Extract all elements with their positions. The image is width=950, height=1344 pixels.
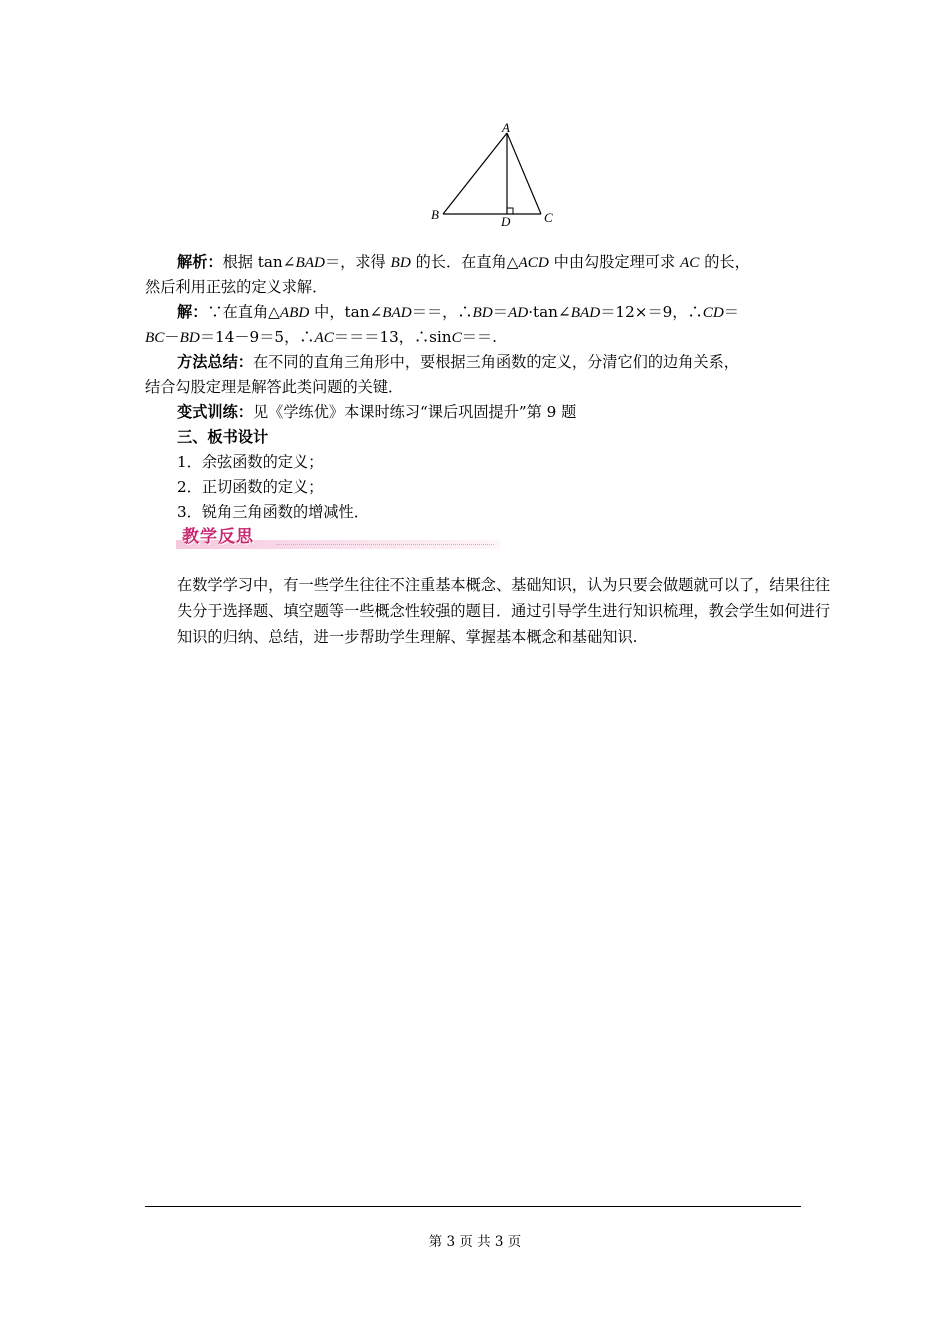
- variant-label: 变式训练：: [177, 403, 253, 421]
- solution-text: ＝＝＝13，∴sin: [333, 328, 452, 346]
- analysis-line-1: [145, 250, 805, 275]
- math-var: BAD: [570, 304, 601, 321]
- vertex-label-d: D: [501, 214, 511, 229]
- solution-text: 中，tan∠: [309, 303, 383, 321]
- math-var: BC: [145, 329, 165, 346]
- math-var: C: [451, 329, 462, 346]
- vertex-label-c: C: [544, 210, 553, 225]
- variant-text: 见《学练优》本课时练习“课后巩固提升”第 9 题: [252, 403, 577, 421]
- summary-text: 在不同的直角三角形中，要根据三角函数的定义，分清它们的边角关系，: [252, 353, 739, 371]
- board-item-3: 3．锐角三角函数的增减性．: [177, 503, 369, 521]
- banner-label: 教学反思: [182, 527, 254, 547]
- solution-text: ＝＝，∴: [411, 303, 473, 321]
- footer-rule: [145, 1206, 801, 1207]
- side-ac: [507, 133, 541, 214]
- analysis-text: 的长．在直角△: [410, 253, 519, 271]
- reflection-text: 在数学学习中，有一些学生往往不注重基本概念、基础知识，认为只要会做题就可以了，结果往往失分于选择题、填空题等一些概念性较强的题目．通过引导学生进行知识梳理，教会学生如何进行知识的归纳、总结，进一步帮助学生理解、掌握基本概念和基础知识.: [177, 576, 831, 646]
- board-item-1: 1．余弦函数的定义；: [177, 453, 324, 471]
- solution-text: ＝＝.: [461, 328, 497, 346]
- analysis-line-2: 然后利用正弦的定义求解．: [145, 278, 328, 296]
- math-var: BD: [472, 304, 493, 321]
- summary-label: 方法总结：: [177, 353, 253, 371]
- vertex-label-b: B: [431, 207, 439, 222]
- math-var: AC: [679, 254, 700, 271]
- math-var: AD: [507, 304, 529, 321]
- math-var: ABD: [279, 304, 310, 321]
- page-number: 第 3 页 共 3 页: [428, 1234, 522, 1250]
- analysis-text: 的长，: [699, 253, 750, 271]
- side-ab: [443, 133, 507, 214]
- analysis-text: 根据 tan∠: [222, 253, 296, 271]
- vertex-label-a: A: [502, 120, 510, 135]
- triangle-figure: [425, 118, 565, 230]
- math-var: AC: [314, 329, 334, 346]
- solution-text: ·tan∠: [528, 303, 571, 321]
- main-text: [145, 250, 805, 525]
- reflection-paragraph: [145, 572, 841, 650]
- analysis-text: 中由勾股定理可求: [548, 253, 680, 271]
- solution-text: ＝: [723, 303, 739, 321]
- solution-label: 解：: [177, 303, 208, 321]
- math-var: BD: [179, 329, 200, 346]
- analysis-label: 解析：: [177, 253, 223, 271]
- solution-text: ＝14－9＝5，∴: [199, 328, 315, 346]
- solution-text: ∵在直角△: [207, 303, 280, 321]
- board-heading: 三、板书设计: [177, 428, 269, 446]
- solution-line-2: [145, 325, 805, 350]
- solution-text: ＝: [492, 303, 508, 321]
- solution-line-1: [145, 300, 805, 325]
- triangle-diagram: [425, 118, 565, 230]
- reflection-banner: [176, 522, 500, 550]
- math-var: ACD: [518, 254, 549, 271]
- math-var: BAD: [295, 254, 325, 271]
- math-var: CD: [702, 304, 724, 321]
- board-item-2: 2．正切函数的定义；: [177, 478, 324, 496]
- analysis-text: ＝，求得: [324, 253, 391, 271]
- summary-line-2: 结合勾股定理是解答此类问题的关键．: [145, 378, 404, 396]
- solution-text: －: [164, 328, 180, 346]
- summary-line-1: [145, 350, 805, 375]
- solution-text: ＝12×＝9，∴: [600, 303, 703, 321]
- math-var: BAD: [382, 304, 412, 321]
- math-var: BD: [390, 254, 411, 271]
- variant-line: [145, 400, 805, 425]
